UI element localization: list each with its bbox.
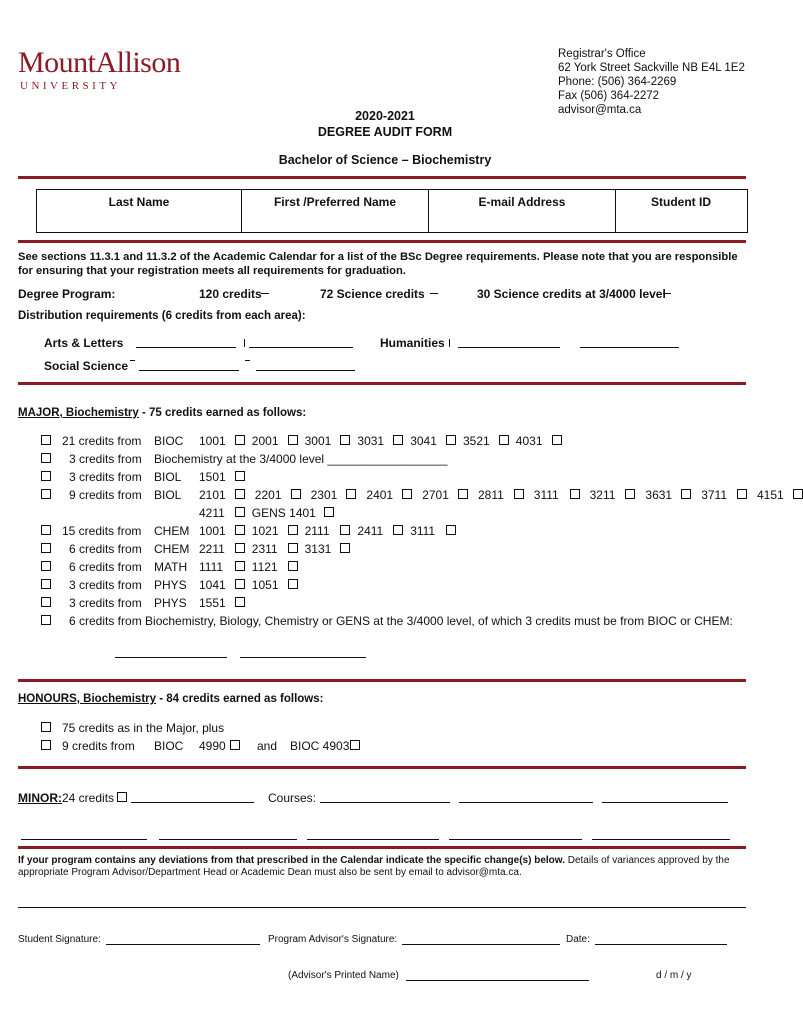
- student-id-field[interactable]: [616, 190, 746, 232]
- subject-label: CHEM: [154, 524, 190, 538]
- major-requirement-row: [38, 488, 784, 520]
- registrar-fax: Fax (506) 364-2272: [558, 90, 660, 102]
- checkbox[interactable]: [235, 525, 245, 535]
- major-requirement-row: [38, 560, 758, 576]
- checkbox[interactable]: [499, 435, 509, 445]
- registrar-email: advisor@mta.ca: [558, 104, 642, 116]
- upper-level-credits: 30 Science credits at 3/4000 level: [477, 287, 666, 301]
- minor-row-2: [18, 828, 758, 842]
- minor-course-input-5[interactable]: [159, 828, 297, 840]
- course-number: 2111: [304, 524, 330, 538]
- major-elective-input-1[interactable]: [115, 657, 227, 658]
- checkbox[interactable]: [793, 489, 803, 499]
- minor-course-input-3[interactable]: [602, 791, 728, 803]
- credits-label: 15 credits from: [62, 524, 142, 538]
- humanities-label: Humanities: [380, 336, 445, 350]
- credits-label: 6 credits from: [69, 542, 142, 556]
- distribution-title: Distribution requirements (6 credits from each area):: [18, 310, 306, 322]
- checkbox[interactable]: [235, 543, 245, 553]
- subject-label: Biochemistry at the 3/4000 level __________________: [154, 452, 448, 466]
- date-label: Date:: [566, 934, 590, 945]
- course-number: 3001: [304, 434, 332, 448]
- registrar-street: 62 York Street Sackville NB E4L 1E2: [558, 62, 745, 74]
- divider: [18, 679, 746, 682]
- credits-label: 6 credits from Biochemistry, Biology, Chemistry or GENS at the 3/4000 level, of which 3 credits must be from BIOC or CHEM:: [69, 614, 733, 628]
- credits-label: 3 credits from: [69, 452, 142, 466]
- major-requirement-row: [38, 614, 758, 630]
- arts-letters-label: Arts & Letters: [44, 336, 124, 350]
- course-number: 2101: [199, 488, 226, 502]
- major-elective-input-2[interactable]: [240, 657, 366, 658]
- course-number: 3711: [701, 488, 727, 502]
- deviation-note-line-2: appropriate Program Advisor/Department Head or Academic Dean must also be sent by email to advisor@mta.ca.: [18, 867, 522, 878]
- university-logo-subtext: UNIVERSITY: [20, 80, 121, 92]
- honours-row-1: [38, 721, 738, 737]
- course-number: 4031: [515, 434, 543, 448]
- course-number: 1501: [199, 470, 226, 484]
- course-number: 1001: [199, 524, 226, 538]
- checkbox[interactable]: [393, 525, 403, 535]
- checkbox[interactable]: [235, 579, 245, 589]
- checkbox[interactable]: [346, 489, 356, 499]
- major-heading: [18, 407, 306, 419]
- subject-label: BIOL: [154, 470, 182, 484]
- last-name-label: Last Name: [108, 195, 170, 209]
- course-number: 3521: [463, 434, 490, 448]
- distribution-row-2: [44, 359, 444, 375]
- course-number: 1121: [251, 560, 278, 574]
- course-number: 1551: [199, 596, 226, 610]
- course-number: 2311: [251, 542, 278, 556]
- checkbox[interactable]: [41, 615, 51, 625]
- checkbox[interactable]: [458, 489, 468, 499]
- major-requirement-row: [38, 542, 758, 558]
- course-number: 2001: [251, 434, 279, 448]
- subject-label: PHYS: [154, 596, 187, 610]
- course-number: 1111: [199, 560, 224, 574]
- advisor-signature-input[interactable]: [402, 934, 560, 945]
- course-number: 1041: [199, 578, 226, 592]
- program-title: Bachelor of Science – Biochemistry: [278, 153, 492, 167]
- major-requirement-row: [38, 452, 758, 468]
- credits-label: 3 credits from: [69, 596, 142, 610]
- credits-label: 9 credits from: [69, 488, 142, 502]
- checkbox[interactable]: [41, 579, 51, 589]
- course-number: 2401: [366, 488, 394, 502]
- checkbox[interactable]: [235, 435, 245, 445]
- subject-label: CHEM: [154, 542, 190, 556]
- course-number: 2811: [478, 488, 504, 502]
- signature-row: [18, 934, 758, 948]
- registrar-office: Registrar's Office: [558, 48, 646, 60]
- advisor-signature-label: Program Advisor's Signature:: [268, 934, 398, 945]
- checkbox[interactable]: [288, 561, 298, 571]
- minor-course-input-1[interactable]: [320, 791, 450, 803]
- advisor-printed-name-input[interactable]: [406, 970, 589, 981]
- honours-heading: [18, 693, 323, 705]
- honours-row-2: [38, 739, 738, 755]
- checkbox[interactable]: [514, 489, 524, 499]
- student-id-label: Student ID: [651, 195, 711, 209]
- checkbox[interactable]: [41, 543, 51, 553]
- date-format-hint: d / m / y: [656, 970, 692, 981]
- course-number: 3041: [410, 434, 437, 448]
- social-science-input-1[interactable]: [139, 359, 239, 371]
- field-marker: [245, 360, 250, 361]
- divider: [18, 846, 746, 849]
- course-number: 1001: [199, 434, 226, 448]
- checkbox[interactable]: [288, 525, 298, 535]
- credits-label: 3 credits from: [69, 470, 142, 484]
- honours-row-2-course: 4990: [199, 739, 226, 753]
- field-marker: [244, 339, 245, 347]
- divider: [18, 240, 746, 243]
- course-number: 2301: [310, 488, 338, 502]
- checkbox[interactable]: [41, 722, 51, 732]
- checkbox[interactable]: [235, 561, 245, 571]
- checkbox[interactable]: [41, 489, 51, 499]
- course-number: GENS 1401: [251, 506, 316, 520]
- divider: [18, 176, 746, 179]
- checkbox[interactable]: [737, 489, 747, 499]
- upper-level-input[interactable]: [663, 293, 671, 294]
- deviation-input[interactable]: [18, 907, 746, 908]
- university-logo-wordmark: MountAllison: [18, 46, 181, 79]
- distribution-row-1: [44, 336, 744, 352]
- minor-course-input-6[interactable]: [307, 828, 439, 840]
- course-number: 2701: [422, 488, 449, 502]
- course-number: 2211: [199, 542, 225, 556]
- science-credits: 72 Science credits: [320, 287, 425, 301]
- email-field[interactable]: [429, 190, 616, 232]
- major-requirement-row: [38, 470, 758, 486]
- honours-row-2-subject: BIOC: [154, 739, 184, 753]
- checkbox[interactable]: [324, 507, 334, 517]
- degree-program-label: Degree Program:: [18, 287, 116, 301]
- advisor-printed-name-label: (Advisor's Printed Name): [288, 970, 399, 981]
- course-number: 3031: [357, 434, 385, 448]
- deviation-note-rest: Details of variances approved by the: [564, 855, 730, 866]
- course-number: 3631: [645, 488, 673, 502]
- minor-courses-label: Courses:: [268, 791, 317, 805]
- course-number: 2201: [254, 488, 282, 502]
- checkbox[interactable]: [288, 579, 298, 589]
- total-credits-input[interactable]: [261, 293, 269, 294]
- subject-label: PHYS: [154, 578, 187, 592]
- course-number: 3111: [533, 488, 559, 502]
- registrar-phone: Phone: (506) 364-2269: [558, 76, 677, 88]
- humanities-input-2[interactable]: [580, 336, 679, 348]
- checkbox[interactable]: [288, 435, 298, 445]
- form-year: 2020-2021: [355, 109, 415, 123]
- course-number: 2411: [357, 524, 384, 538]
- email-label: E-mail Address: [478, 195, 566, 209]
- student-signature-label: Student Signature:: [18, 934, 101, 945]
- form-title: DEGREE AUDIT FORM: [317, 125, 453, 139]
- first-name-label: First /Preferred Name: [273, 195, 397, 209]
- social-science-input-2[interactable]: [256, 359, 355, 371]
- first-name-field[interactable]: [242, 190, 429, 232]
- field-marker: [130, 360, 135, 361]
- checkbox[interactable]: [446, 525, 456, 535]
- course-number: 3131: [304, 542, 332, 556]
- checkbox[interactable]: [41, 471, 51, 481]
- checkbox[interactable]: [340, 525, 350, 535]
- course-number: 1021: [251, 524, 279, 538]
- arts-letters-input-1[interactable]: [136, 336, 236, 348]
- minor-course-input-4[interactable]: [21, 828, 147, 840]
- field-marker: [449, 339, 450, 347]
- honours-row-2-and: and: [257, 739, 278, 753]
- checkbox[interactable]: [552, 435, 562, 445]
- major-heading-name: MAJOR, Biochemistry: [18, 407, 139, 419]
- science-credits-input[interactable]: [430, 293, 438, 294]
- deviation-note-line-1: [18, 855, 730, 866]
- course-number: 3111: [410, 524, 436, 538]
- degree-program-row: [18, 287, 758, 303]
- minor-credits: 24 credits: [62, 791, 115, 805]
- major-requirement-row: [38, 434, 758, 450]
- checkbox[interactable]: [291, 489, 301, 499]
- course-number: 1051: [251, 578, 279, 592]
- subject-label: BIOL: [154, 488, 182, 502]
- minor-subject-input[interactable]: [131, 791, 254, 803]
- major-heading-rest: - 75 credits earned as follows:: [138, 407, 307, 419]
- minor-label: MINOR:: [18, 791, 62, 805]
- checkbox[interactable]: [570, 489, 580, 499]
- checkbox[interactable]: [340, 435, 350, 445]
- checkbox[interactable]: [350, 740, 360, 750]
- last-name-field[interactable]: [37, 190, 242, 232]
- total-credits: 120 credits: [199, 287, 262, 301]
- checkbox[interactable]: [117, 792, 127, 802]
- printed-name-row: [18, 970, 758, 984]
- date-input[interactable]: [595, 934, 727, 945]
- major-requirement-row: [38, 578, 758, 594]
- student-info-table: [36, 189, 748, 233]
- checkbox[interactable]: [288, 543, 298, 553]
- honours-row-2-course2: BIOC 4903: [290, 739, 350, 753]
- course-number: 4211: [199, 506, 225, 520]
- credits-label: 6 credits from: [69, 560, 142, 574]
- credits-label: 21 credits from: [62, 434, 142, 448]
- honours-heading-name: HONOURS, Biochemistry: [18, 693, 157, 705]
- humanities-input-1[interactable]: [458, 336, 560, 348]
- divider: [18, 766, 746, 769]
- course-number: 3211: [589, 488, 616, 502]
- arts-letters-input-2[interactable]: [249, 336, 353, 348]
- checkbox[interactable]: [41, 740, 51, 750]
- checkbox[interactable]: [340, 543, 350, 553]
- checkbox[interactable]: [235, 471, 245, 481]
- credits-label: 3 credits from: [69, 578, 142, 592]
- checkbox[interactable]: [446, 435, 456, 445]
- checkbox[interactable]: [235, 489, 245, 499]
- subject-label: BIOC: [154, 434, 184, 448]
- checkbox[interactable]: [235, 597, 245, 607]
- checkbox[interactable]: [681, 489, 691, 499]
- checkbox[interactable]: [41, 435, 51, 445]
- checkbox[interactable]: [235, 507, 245, 517]
- social-science-label: Social Science: [44, 359, 129, 373]
- student-signature-input[interactable]: [106, 934, 260, 945]
- minor-course-input-2[interactable]: [459, 791, 593, 803]
- checkbox[interactable]: [625, 489, 635, 499]
- divider: [18, 382, 746, 385]
- major-requirement-row: [38, 524, 758, 540]
- checkbox[interactable]: [41, 525, 51, 535]
- checkbox[interactable]: [41, 453, 51, 463]
- subject-label: MATH: [154, 560, 188, 574]
- intro-line-1: See sections 11.3.1 and 11.3.2 of the Academic Calendar for a list of the BSc Degree requirements. Please note that you are responsible: [18, 251, 738, 263]
- honours-heading-rest: - 84 credits earned as follows:: [156, 693, 324, 705]
- checkbox[interactable]: [402, 489, 412, 499]
- checkbox[interactable]: [41, 597, 51, 607]
- intro-line-2: for ensuring that your registration meets all requirements for graduation.: [18, 265, 406, 277]
- checkbox[interactable]: [41, 561, 51, 571]
- minor-row: [18, 791, 758, 807]
- honours-row-1-text: 75 credits as in the Major, plus: [62, 721, 225, 735]
- minor-course-input-8[interactable]: [592, 828, 730, 840]
- registrar-address-block: [558, 47, 745, 117]
- honours-row-2-credits: 9 credits from: [62, 739, 135, 753]
- course-number: 4151: [757, 488, 784, 502]
- deviation-note-bold: If your program contains any deviations from that prescribed in the Calendar indicate the specific change(s) below.: [18, 855, 565, 866]
- major-requirement-row: [38, 596, 758, 612]
- checkbox[interactable]: [230, 740, 240, 750]
- minor-course-input-7[interactable]: [449, 828, 582, 840]
- checkbox[interactable]: [393, 435, 403, 445]
